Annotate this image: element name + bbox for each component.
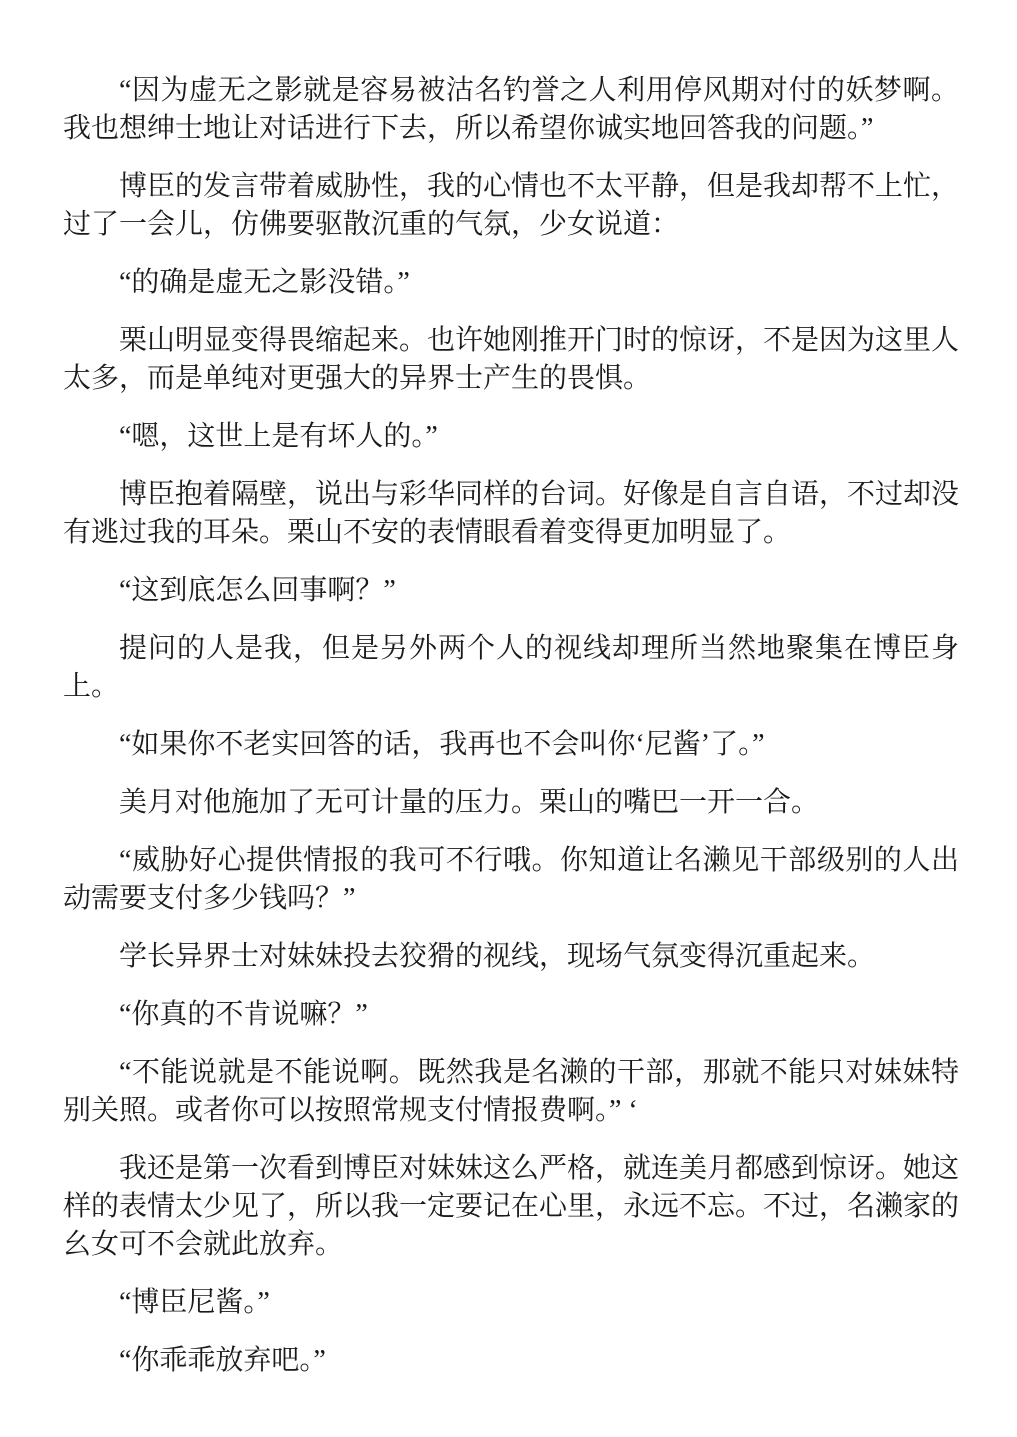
paragraph: 美月对他施加了无可计量的压力。栗山的嘴巴一开一合。 <box>119 787 820 818</box>
paragraph: 学长异界士对妹妹投去狡猾的视线，现场气氛变得沉重起来。 <box>119 941 876 972</box>
paragraph: 我还是第一次看到博臣对妹妹这么严格，就连美月都感到惊讶。她这样的表情太少见了，所以我一定要记在心里，永远不忘。不过，名濑家的幺女可不会就此放弃。 <box>63 1153 960 1260</box>
paragraph: “不能说就是不能说啊。既然我是名濑的干部，那就不能只对妹妹特别关照。或者你可以按照常规支付情报费啊。” ‘ <box>63 1057 959 1126</box>
paragraph: “的确是虚无之影没错。” <box>119 267 410 298</box>
paragraph: “嗯，这世上是有坏人的。” <box>119 421 438 452</box>
paragraph: 栗山明显变得畏缩起来。也许她刚推开门时的惊讶，不是因为这里人太多，而是单纯对更强大的异界士产生的畏惧。 <box>63 325 960 394</box>
paragraph: “因为虚无之影就是容易被沽名钓誉之人利用停风期对付的妖梦啊。我也想绅士地让对话进行下去，所以希望你诚实地回答我的问题。” <box>63 75 959 144</box>
paragraph: 博臣抱着隔壁，说出与彩华同样的台词。好像是自言自语，不过却没有逃过我的耳朵。栗山不安的表情眼看着变得更加明显了。 <box>63 479 960 548</box>
novel-text <box>63 72 959 1380</box>
paragraph: 博臣的发言带着威胁性，我的心情也不太平静，但是我却帮不上忙，过了一会儿，仿佛要驱散沉重的气氛，少女说道： <box>63 171 960 240</box>
paragraph: 提问的人是我，但是另外两个人的视线却理所当然地聚集在博臣身上。 <box>63 633 959 702</box>
paragraph: “威胁好心提供情报的我可不行哦。你知道让名濑见干部级别的人出动需要支付多少钱吗？” <box>63 845 959 914</box>
paragraph: “这到底怎么回事啊？” <box>119 575 396 606</box>
paragraph: “你真的不肯说嘛？” <box>119 999 368 1030</box>
paragraph: “如果你不老实回答的话，我再也不会叫你‘尼酱’了。” <box>119 729 765 760</box>
paragraph: “博臣尼酱。” <box>119 1287 270 1318</box>
paragraph: “你乖乖放弃吧。” <box>119 1345 326 1376</box>
